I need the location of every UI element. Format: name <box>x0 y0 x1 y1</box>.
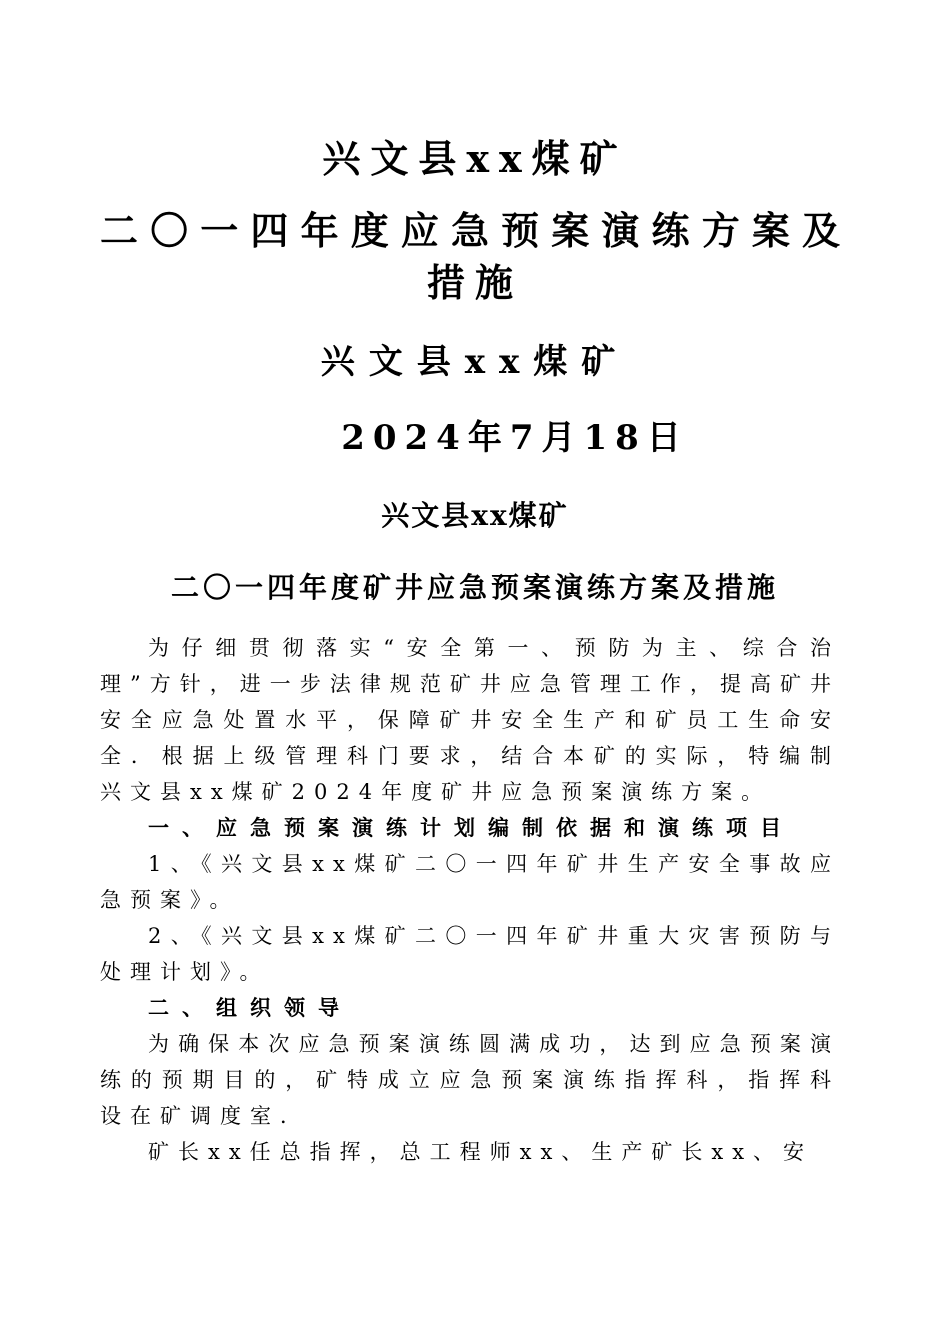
section2-heading: 二、组织领导 <box>148 995 352 1020</box>
section1-item2: 2、《兴文县xx煤矿二〇一四年矿井重大灾害预防与处理计划》。 <box>100 924 840 984</box>
document-title: 二〇一四年度矿井应急预案演练方案及措施 <box>170 571 779 604</box>
cover-title-line1: 兴文县xx煤矿 <box>322 136 628 181</box>
document-organization: 兴文县xx煤矿 <box>381 499 569 532</box>
cover-organization: 兴文县xx煤矿 <box>320 342 630 382</box>
cover-date: 2024年7月18日 <box>341 418 689 458</box>
section2-paragraph1: 为确保本次应急预案演练圆满成功，达到应急预案演练的预期目的，矿特成立应急预案演练指挥科，指挥科设在矿调度室． <box>100 1032 840 1128</box>
section1-heading: 一、应急预案演练计划编制依据和演练项目 <box>148 815 794 840</box>
document-body <box>100 630 840 1170</box>
cover-title-line2: 二〇一四年度应急预案演练方案及措施 <box>100 208 850 305</box>
section2-paragraph2: 矿长xx任总指挥，总工程师xx、生产矿长xx、安 <box>148 1140 814 1164</box>
section1-item1: 1、《兴文县xx煤矿二〇一四年矿井生产安全事故应急预案》。 <box>100 852 840 912</box>
intro-paragraph: 为仔细贯彻落实“安全第一、预防为主、综合治理”方针，进一步法律规范矿井应急管理工作，提高矿井安全应急处置水平，保障矿井安全生产和矿员工生命安全．根据上级管理科门要求，结合本矿的实际，特编制兴文县xx煤矿2024年度矿井应急预案演练方案。 <box>100 636 840 804</box>
